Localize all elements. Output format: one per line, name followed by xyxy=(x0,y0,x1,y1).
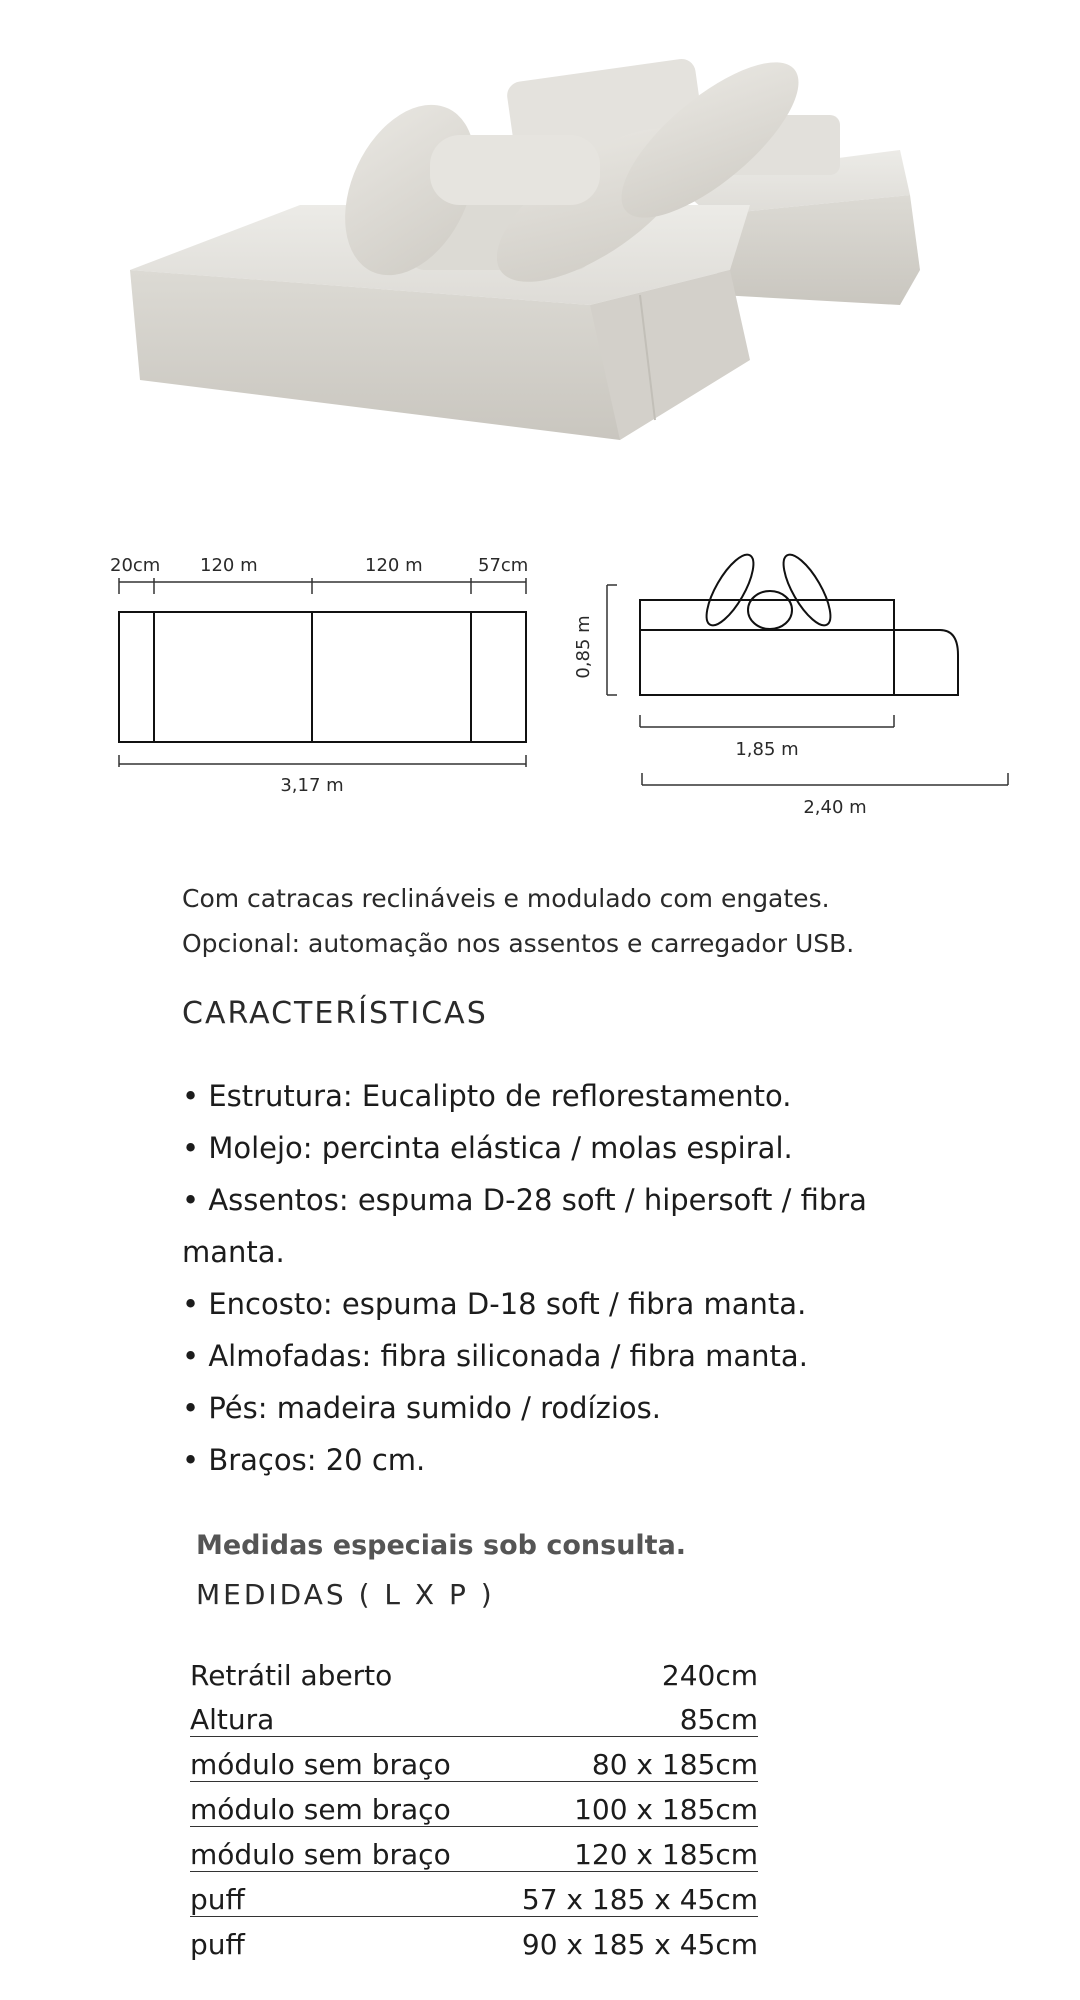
features-list xyxy=(182,1070,942,1486)
dim-depth-closed: 1,85 m xyxy=(735,739,799,760)
feature-item: • Pés: madeira sumido / rodízios. xyxy=(182,1391,661,1425)
feature-item: • Braços: 20 cm. xyxy=(182,1443,426,1477)
dim-depth-closed-scale xyxy=(640,715,894,727)
measure-value: 85cm xyxy=(488,1692,758,1737)
measure-label: Retrátil aberto xyxy=(190,1659,393,1692)
sofa-roll-cushion xyxy=(430,135,600,205)
table-row xyxy=(190,1872,758,1917)
side-profile-outline xyxy=(640,548,958,695)
table-row xyxy=(190,1737,758,1782)
description-line: Opcional: automação nos assentos e carregador USB. xyxy=(182,929,855,958)
dim-total-width: 3,17 m xyxy=(280,775,344,795)
dim-module-1: 120 m xyxy=(200,555,258,576)
measure-value: 57 x 185 x 45cm xyxy=(488,1872,758,1917)
measure-value: 80 x 185cm xyxy=(488,1737,758,1782)
dim-bottom-scale xyxy=(119,755,526,767)
measure-value: 120 x 185cm xyxy=(488,1827,758,1872)
measure-label: módulo sem braço xyxy=(190,1827,488,1872)
table-row xyxy=(190,1827,758,1872)
measure-label: módulo sem braço xyxy=(190,1737,488,1782)
medidas-heading: MEDIDAS ( L X P ) xyxy=(196,1578,495,1611)
feature-item: • Molejo: percinta elástica / molas espiral. xyxy=(182,1131,793,1165)
dim-module-2: 120 m xyxy=(365,555,423,576)
feature-item: • Assentos: espuma D-28 soft / hipersoft / fibra manta. xyxy=(182,1183,867,1269)
dim-top-scale xyxy=(119,578,526,594)
table-row xyxy=(190,1782,758,1827)
sofa-photo xyxy=(110,30,940,470)
side-dimension-diagram xyxy=(565,545,1025,845)
front-dimension-diagram xyxy=(100,545,560,795)
measure-label: puff xyxy=(190,1872,488,1917)
dim-depth-open-scale xyxy=(642,773,1008,785)
table-row xyxy=(190,1648,758,1692)
table-row xyxy=(190,1692,758,1737)
front-plan-outline xyxy=(119,612,526,742)
caracteristicas-heading: CARACTERÍSTICAS xyxy=(182,996,488,1031)
dim-module-3: 57cm xyxy=(478,555,529,576)
special-measures-note: Medidas especiais sob consulta. xyxy=(196,1530,687,1561)
table-row xyxy=(190,1917,758,1962)
measure-label: puff xyxy=(190,1928,245,1961)
measurements-table xyxy=(190,1648,758,1961)
dim-height-scale xyxy=(607,585,617,695)
description-line: Com catracas reclináveis e modulado com engates. xyxy=(182,884,830,913)
feature-item: • Almofadas: fibra siliconada / fibra manta. xyxy=(182,1339,808,1373)
dim-height: 0,85 m xyxy=(573,615,594,679)
dim-arm-width: 20cm xyxy=(110,555,161,576)
measure-value: 90 x 185 x 45cm xyxy=(521,1928,758,1961)
feature-item: • Estrutura: Eucalipto de reflorestamento. xyxy=(182,1079,792,1113)
product-description xyxy=(182,876,854,966)
feature-item: • Encosto: espuma D-18 soft / fibra manta. xyxy=(182,1287,807,1321)
measure-label: Altura xyxy=(190,1692,488,1737)
measure-value: 240cm xyxy=(661,1659,758,1692)
measure-label: módulo sem braço xyxy=(190,1782,488,1827)
measure-value: 100 x 185cm xyxy=(488,1782,758,1827)
dim-depth-open: 2,40 m xyxy=(803,797,867,818)
